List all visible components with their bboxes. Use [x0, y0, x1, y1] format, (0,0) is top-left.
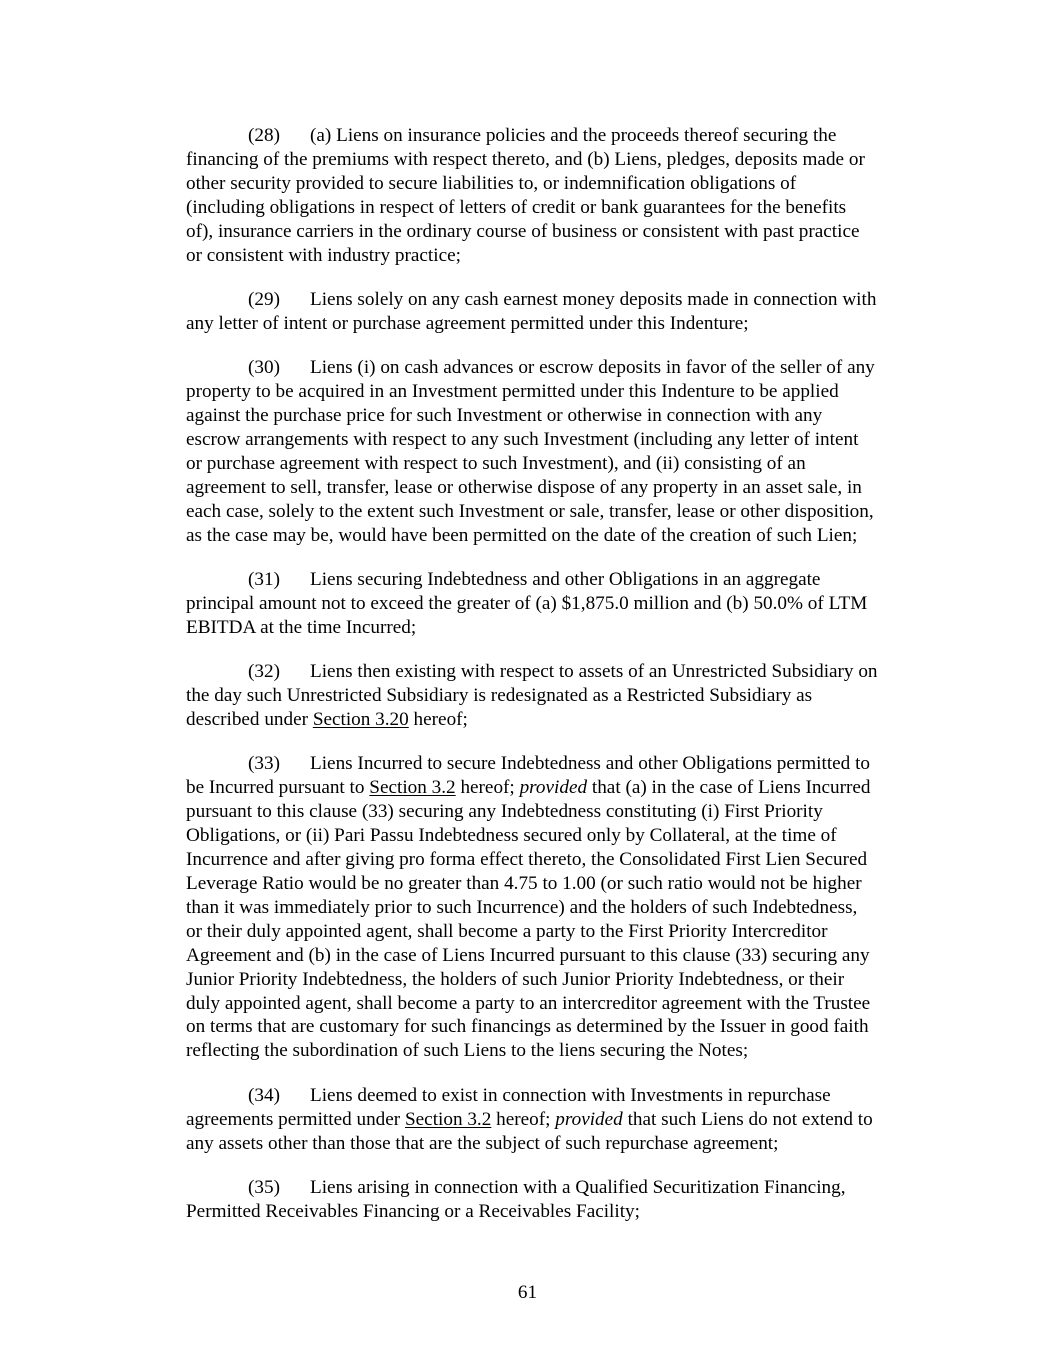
clause-line: described under Section 3.20 hereof; — [186, 709, 468, 731]
clause-number: (28) — [248, 125, 280, 146]
clause-number: (33) — [248, 753, 280, 775]
clause-line: Leverage Ratio would be no greater than 4.75 to 1.00 (or such ratio would not be higher — [186, 872, 862, 894]
clause-line: other security provided to secure liabilities to, or indemnification obligations of — [186, 172, 797, 194]
page-number: 61 — [517, 1282, 538, 1303]
clause-32 — [186, 660, 931, 732]
clause-line: than it was immediately prior to such Incurrence) and the holders of such Indebtedness, — [186, 896, 858, 918]
clause-line: as the case may be, would have been permitted on the date of the creation of such Lien; — [186, 524, 858, 546]
clause-number: (31) — [248, 569, 280, 590]
clause-first-line: (28) (a) Liens on insurance policies and the proceeds thereof securing the — [248, 125, 837, 146]
clause-line: Junior Priority Indebtedness, the holders of such Junior Priority Indebtedness, or their — [186, 968, 845, 990]
clause-30 — [186, 356, 931, 547]
clause-number: (29) — [248, 288, 280, 310]
clause-35 — [186, 1176, 931, 1224]
clause-31 — [186, 568, 931, 640]
clause-33 — [186, 752, 931, 1063]
clause-first-line: (32) Liens then existing with respect to assets of an Unrestricted Subsidiary on — [248, 661, 878, 683]
clause-first-line: (30) Liens (i) on cash advances or escrow deposits in favor of the seller of any — [248, 357, 875, 379]
section-reference-link[interactable]: Section 3.20 — [312, 709, 409, 731]
clause-34 — [186, 1084, 931, 1156]
document-body — [186, 124, 931, 1244]
clause-first-line: (31) Liens securing Indebtedness and other Obligations in an aggregate — [248, 569, 821, 590]
clause-line: agreement to sell, transfer, lease or otherwise dispose of any property in an asset sale, in — [186, 476, 862, 498]
provided-emphasis: provided — [555, 1108, 623, 1130]
clause-first-line: (35) Liens arising in connection with a Qualified Securitization Financing, — [248, 1176, 846, 1198]
clause-line: the day such Unrestricted Subsidiary is redesignated as a Restricted Subsidiary as — [186, 685, 813, 707]
clause-line: each case, solely to the extent such Investment or sale, transfer, lease or other disposition, — [186, 500, 874, 522]
clause-line: (including obligations in respect of letters of credit or bank guarantees for the benefits — [186, 196, 847, 218]
clause-line: Agreement and (b) in the case of Liens Incurred pursuant to this clause (33) securing any — [186, 944, 870, 966]
clause-line: any letter of intent or purchase agreement permitted under this Indenture; — [186, 312, 749, 334]
clause-line: or their duly appointed agent, shall become a party to the First Priority Intercreditor — [186, 920, 828, 942]
clause-line: reflecting the subordination of such Liens to the liens securing the Notes; — [186, 1040, 749, 1062]
clause-first-line: (29) Liens solely on any cash earnest money deposits made in connection with — [248, 288, 877, 310]
section-reference-link[interactable]: Section 3.2 — [404, 1108, 492, 1130]
clause-line: Incurrence and after giving pro forma effect thereto, the Consolidated First Lien Secured — [186, 849, 868, 871]
clause-29 — [186, 288, 931, 336]
clause-line: against the purchase price for such Investment or otherwise in connection with any — [186, 405, 823, 427]
clause-28 — [186, 124, 931, 267]
clause-line: Obligations, or (ii) Pari Passu Indebtedness secured only by Collateral, at the time of — [186, 825, 837, 847]
clause-line: pursuant to this clause (33) securing any Indebtedness constituting (i) First Priority — [186, 801, 823, 823]
clause-line: be Incurred pursuant to Section 3.2 hereof; provided that (a) in the case of Liens Incurred — [186, 777, 871, 799]
clause-number: (34) — [248, 1084, 280, 1106]
clause-line: or purchase agreement with respect to such Investment), and (ii) consisting of an — [186, 452, 806, 474]
provided-emphasis: provided — [519, 777, 588, 799]
clause-first-line: (33) Liens Incurred to secure Indebtedness and other Obligations permitted to — [248, 753, 870, 775]
clause-line: principal amount not to exceed the greater of (a) $1,875.0 million and (b) 50.0% of LTM — [186, 592, 868, 614]
clause-line: any assets other than those that are the subject of such repurchase agreement; — [186, 1132, 779, 1154]
clause-number: (32) — [248, 661, 280, 683]
section-reference-link[interactable]: Section 3.2 — [369, 777, 456, 799]
clause-line: escrow arrangements with respect to any such Investment (including any letter of intent — [186, 428, 859, 450]
clause-line: financing of the premiums with respect thereto, and (b) Liens, pledges, deposits made or — [186, 148, 865, 170]
clause-line: Permitted Receivables Financing or a Receivables Facility; — [186, 1200, 640, 1222]
clause-number: (30) — [248, 357, 280, 379]
clause-line: of), insurance carriers in the ordinary course of business or consistent with past practice — [186, 220, 860, 242]
clause-line: duly appointed agent, shall become a party to an intercreditor agreement with the Trustee — [186, 992, 871, 1014]
clause-line: or consistent with industry practice; — [186, 244, 461, 266]
clause-first-line: (34) Liens deemed to exist in connection with Investments in repurchase — [248, 1084, 831, 1106]
clause-line: agreements permitted under Section 3.2 hereof; provided that such Liens do not extend to — [186, 1108, 873, 1130]
clause-line: property to be acquired in an Investment permitted under this Indenture to be applied — [186, 381, 839, 403]
clause-line: on terms that are customary for such financings as determined by the Issuer in good faith — [186, 1016, 869, 1038]
clause-number: (35) — [248, 1176, 280, 1198]
clause-line: EBITDA at the time Incurred; — [186, 616, 417, 638]
